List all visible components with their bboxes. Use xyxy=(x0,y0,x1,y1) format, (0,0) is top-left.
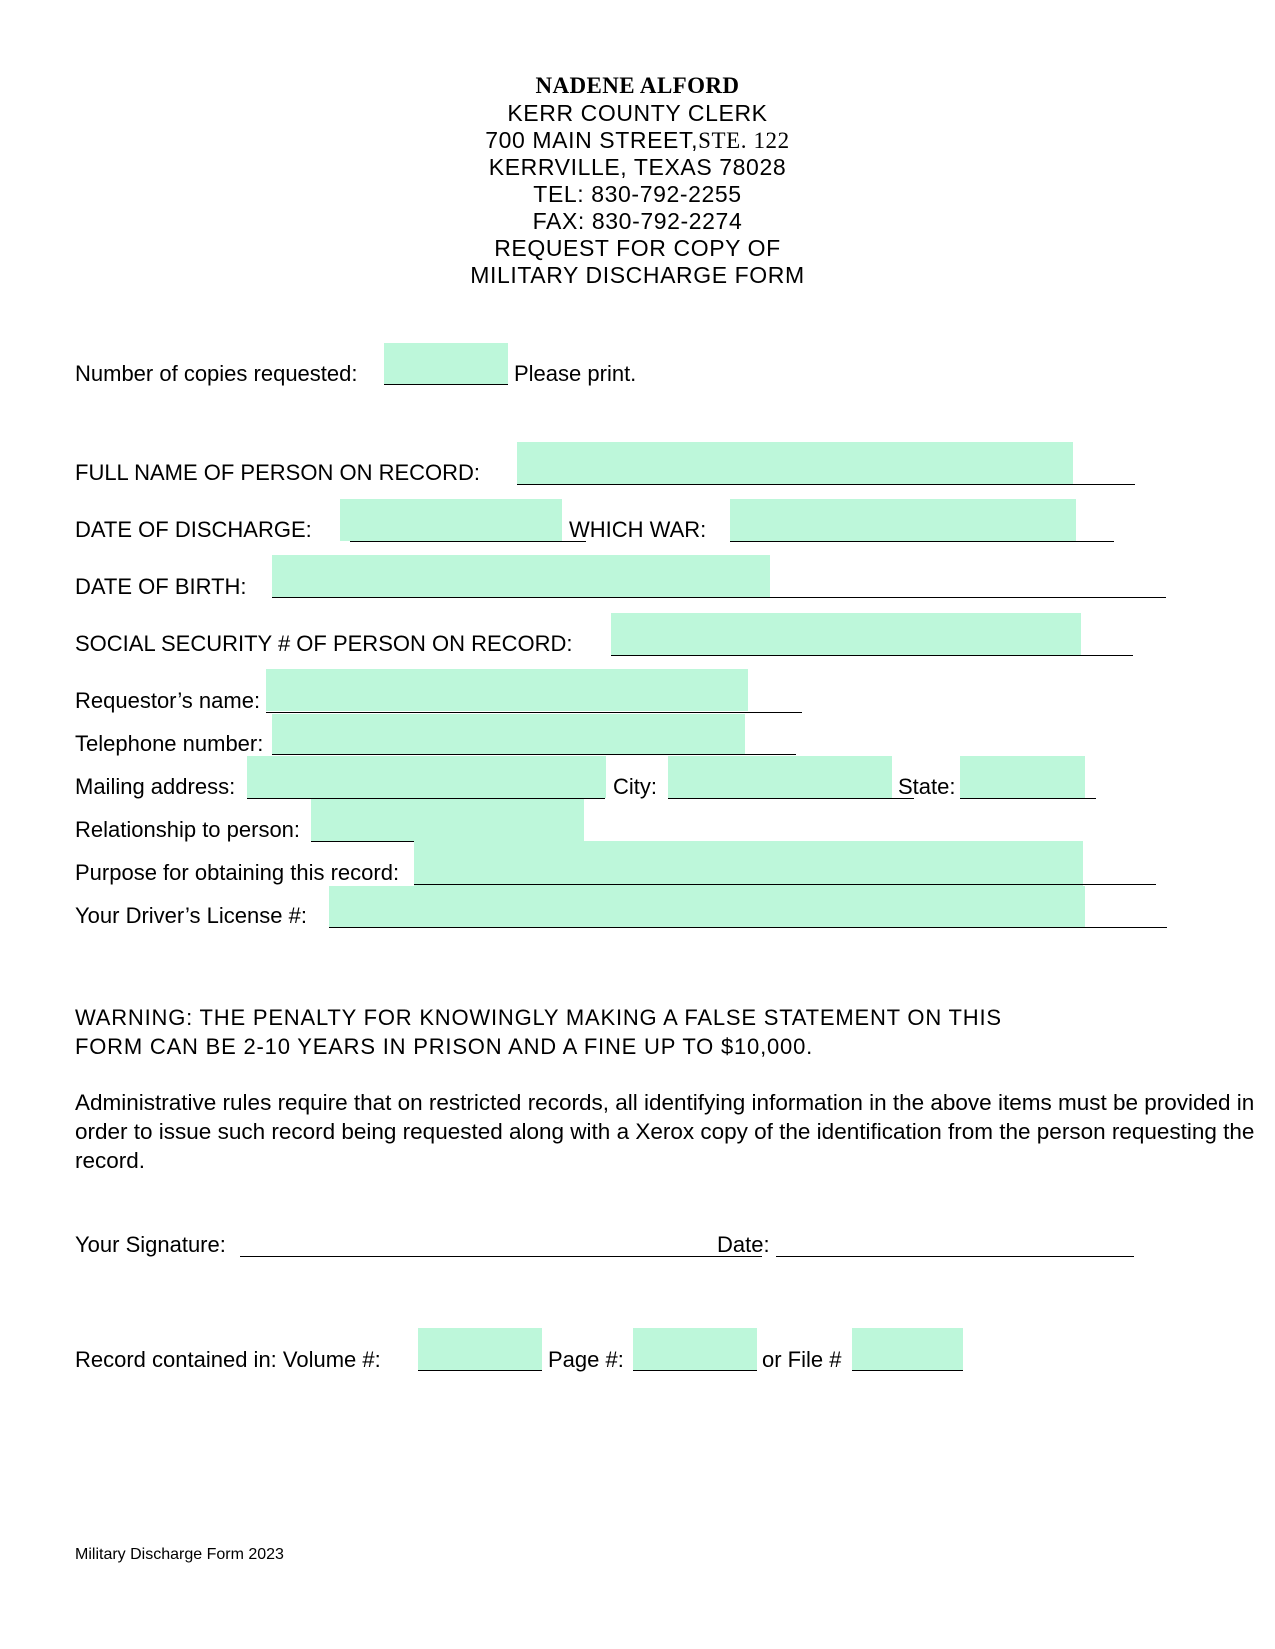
drivers-license-underline xyxy=(329,927,1167,928)
mailing-address-input[interactable] xyxy=(247,756,606,798)
mailing-address-label: Mailing address: xyxy=(75,774,236,799)
drivers-license-input[interactable] xyxy=(329,886,1085,928)
street-address xyxy=(0,126,1275,155)
relationship-input[interactable] xyxy=(311,799,584,841)
office-title: KERR COUNTY CLERK xyxy=(507,100,768,126)
copies-label: Number of copies requested: xyxy=(75,361,358,386)
purpose-underline xyxy=(414,884,1156,885)
which-war-underline xyxy=(730,541,1114,542)
warning-line2: FORM CAN BE 2-10 YEARS IN PRISON AND A FINE UP TO $10,000. xyxy=(75,1034,814,1059)
ssn-input[interactable] xyxy=(611,613,1081,655)
telephone-input[interactable] xyxy=(272,714,745,754)
state-label: State: xyxy=(898,774,956,799)
telephone-label: Telephone number: xyxy=(75,731,264,756)
volume-input[interactable] xyxy=(418,1328,542,1370)
city-underline xyxy=(668,798,914,799)
which-war-label: WHICH WAR: xyxy=(569,517,707,542)
full-name-underline xyxy=(517,484,1135,485)
requestor-name-underline xyxy=(266,712,802,713)
file-input[interactable] xyxy=(852,1328,963,1370)
copies-suffix: Please print. xyxy=(514,361,637,386)
street-address-main: 700 MAIN STREET, xyxy=(485,127,699,153)
form-title-line2: MILITARY DISCHARGE FORM xyxy=(470,262,805,288)
date-of-birth-underline xyxy=(272,597,1166,598)
record-page-label: Page #: xyxy=(548,1347,624,1372)
date-label: Date: xyxy=(717,1232,770,1257)
street-address-suite: STE. 122 xyxy=(698,128,790,153)
drivers-license-label: Your Driver’s License #: xyxy=(75,903,307,928)
state-underline xyxy=(960,798,1096,799)
full-name-label: FULL NAME OF PERSON ON RECORD: xyxy=(75,460,481,485)
record-file-label: or File # xyxy=(762,1347,842,1372)
fax-line: FAX: 830-792-2274 xyxy=(532,208,743,234)
clerk-name: NADENE ALFORD xyxy=(535,73,740,98)
telephone-underline xyxy=(272,754,796,755)
date-line[interactable] xyxy=(776,1256,1134,1257)
requestor-name-label: Requestor’s name: xyxy=(75,688,261,713)
date-of-discharge-input[interactable] xyxy=(340,499,562,541)
volume-underline xyxy=(418,1370,542,1371)
purpose-label: Purpose for obtaining this record: xyxy=(75,860,400,885)
page-underline xyxy=(633,1370,757,1371)
footer-text: Military Discharge Form 2023 xyxy=(75,1546,284,1563)
state-input[interactable] xyxy=(960,756,1085,798)
date-of-birth-label: DATE OF BIRTH: xyxy=(75,574,247,599)
warning-line1: WARNING: THE PENALTY FOR KNOWINGLY MAKING A FALSE STATEMENT ON THIS xyxy=(75,1005,1002,1030)
date-of-discharge-label: DATE OF DISCHARGE: xyxy=(75,517,312,542)
copies-input[interactable] xyxy=(384,343,508,385)
signature-label: Your Signature: xyxy=(75,1232,226,1257)
admin-rules-paragraph: Administrative rules require that on restricted records, all identifying information in the above items must be provided in order to issue such record being requested along with a Xerox copy of the identification from the person requesting the record. xyxy=(75,1090,1255,1173)
telephone-line: TEL: 830-792-2255 xyxy=(533,181,742,207)
city-input[interactable] xyxy=(668,756,892,798)
copies-underline xyxy=(384,384,508,385)
purpose-input[interactable] xyxy=(414,841,1083,886)
requestor-name-input[interactable] xyxy=(266,669,748,711)
record-volume-label: Record contained in: Volume #: xyxy=(75,1347,381,1372)
signature-line[interactable] xyxy=(240,1256,762,1257)
city-line: KERRVILLE, TEXAS 78028 xyxy=(488,154,787,180)
full-name-input[interactable] xyxy=(517,442,1073,484)
relationship-label: Relationship to person: xyxy=(75,817,301,842)
date-of-birth-input[interactable] xyxy=(272,555,770,597)
city-label: City: xyxy=(613,774,657,799)
file-underline xyxy=(852,1370,963,1371)
form-title-line1: REQUEST FOR COPY OF xyxy=(494,235,781,261)
date-of-discharge-underline xyxy=(350,541,586,542)
which-war-input[interactable] xyxy=(730,499,1076,541)
ssn-underline xyxy=(611,655,1133,656)
page-input[interactable] xyxy=(633,1328,757,1370)
ssn-label: SOCIAL SECURITY # OF PERSON ON RECORD: xyxy=(75,631,573,656)
